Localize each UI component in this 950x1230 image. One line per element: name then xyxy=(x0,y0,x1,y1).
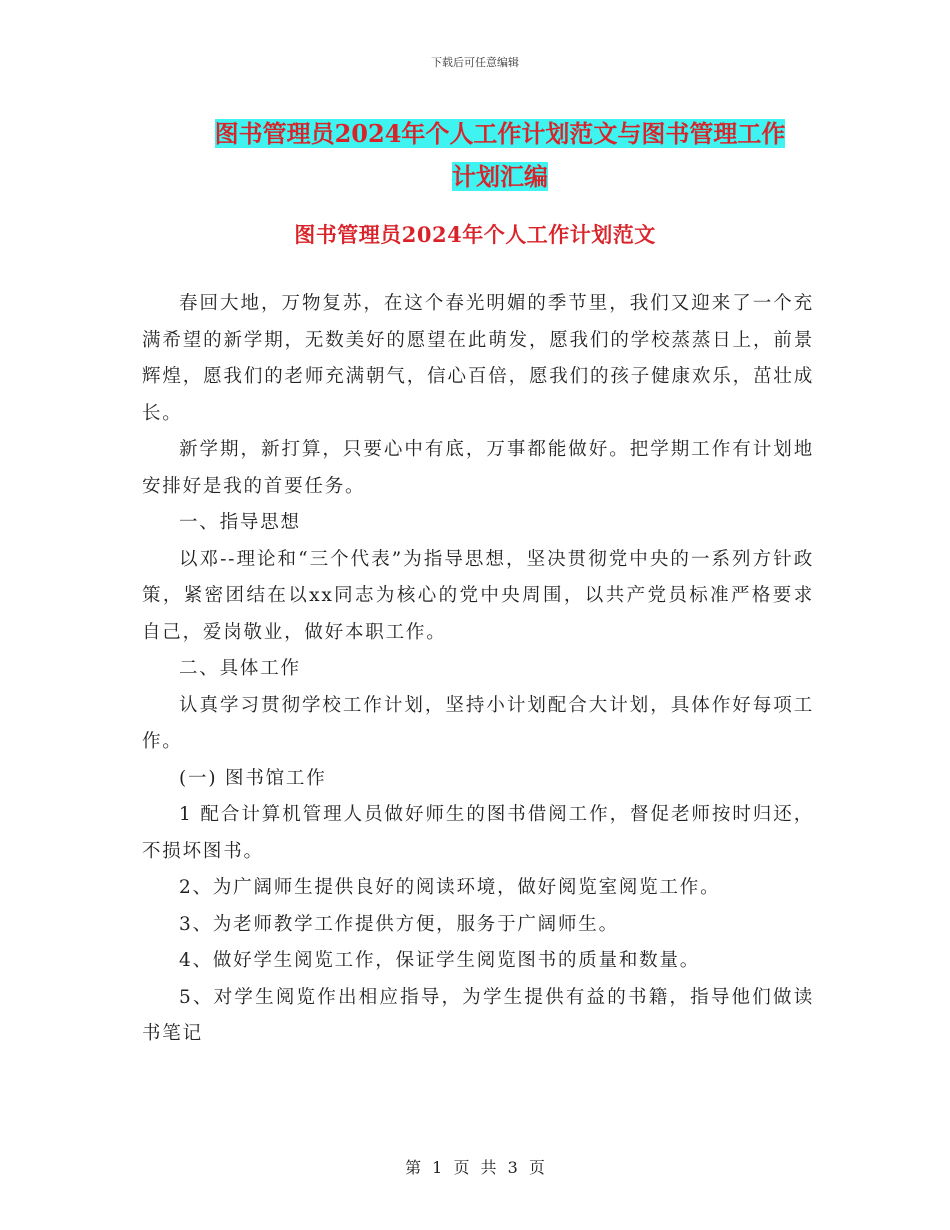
document-title-line-1: 图书管理员2024年个人工作计划范文与图书管理工作 xyxy=(214,119,786,148)
document-body xyxy=(142,286,814,1053)
heading-guiding-thought: 一、指导思想 xyxy=(179,512,301,533)
paragraph: 新学期，新打算，只要心中有底，万事都能做好。把学期工作有计划地安排好是我的首要任务。 xyxy=(142,439,814,497)
header-note: 下载后可任意编辑 xyxy=(431,56,519,69)
paragraph: 认真学习贯彻学校工作计划，坚持小计划配合大计划，具体作好每项工作。 xyxy=(142,694,814,752)
paragraph: 春回大地，万物复苏，在这个春光明媚的季节里，我们又迎来了一个充满希望的新学期，无数美好的愿望在此萌发，愿我们的学校蒸蒸日上，前景辉煌，愿我们的老师充满朝气，信心百倍，愿我们的孩子健康欢乐，茁壮成长。 xyxy=(142,293,814,424)
list-item: 4、做好学生阅览工作，保证学生阅览图书的质量和数量。 xyxy=(179,950,701,971)
heading-library-work: (一) 图书馆工作 xyxy=(179,767,327,789)
document-title-line-2: 计划汇编 xyxy=(452,162,548,191)
paragraph: 以邓--理论和“三个代表”为指导思想，坚决贯彻党中央的一系列方针政策，紧密团结在以xx同志为核心的党中央周围，以共产党员标准严格要求自己，爱岗敬业，做好本职工作。 xyxy=(142,548,814,643)
list-item: 3、为老师教学工作提供方便，服务于广阔师生。 xyxy=(179,913,619,935)
page-footer: 第 1 页 共 3 页 xyxy=(405,1158,545,1177)
document-title xyxy=(110,112,890,198)
list-item: 2、为广阔师生提供良好的阅读环境，做好阅览室阅览工作。 xyxy=(179,877,721,898)
heading-specific-work: 二、具体工作 xyxy=(179,658,301,679)
list-item: 1 配合计算机管理人员做好师生的图书借阅工作，督促老师按时归还，不损坏图书。 xyxy=(142,804,814,862)
section-title: 图书管理员2024年个人工作计划范文 xyxy=(294,222,656,247)
list-item: 5、对学生阅览作出相应指导，为学生提供有益的书籍，指导他们做读书笔记 xyxy=(142,986,814,1044)
